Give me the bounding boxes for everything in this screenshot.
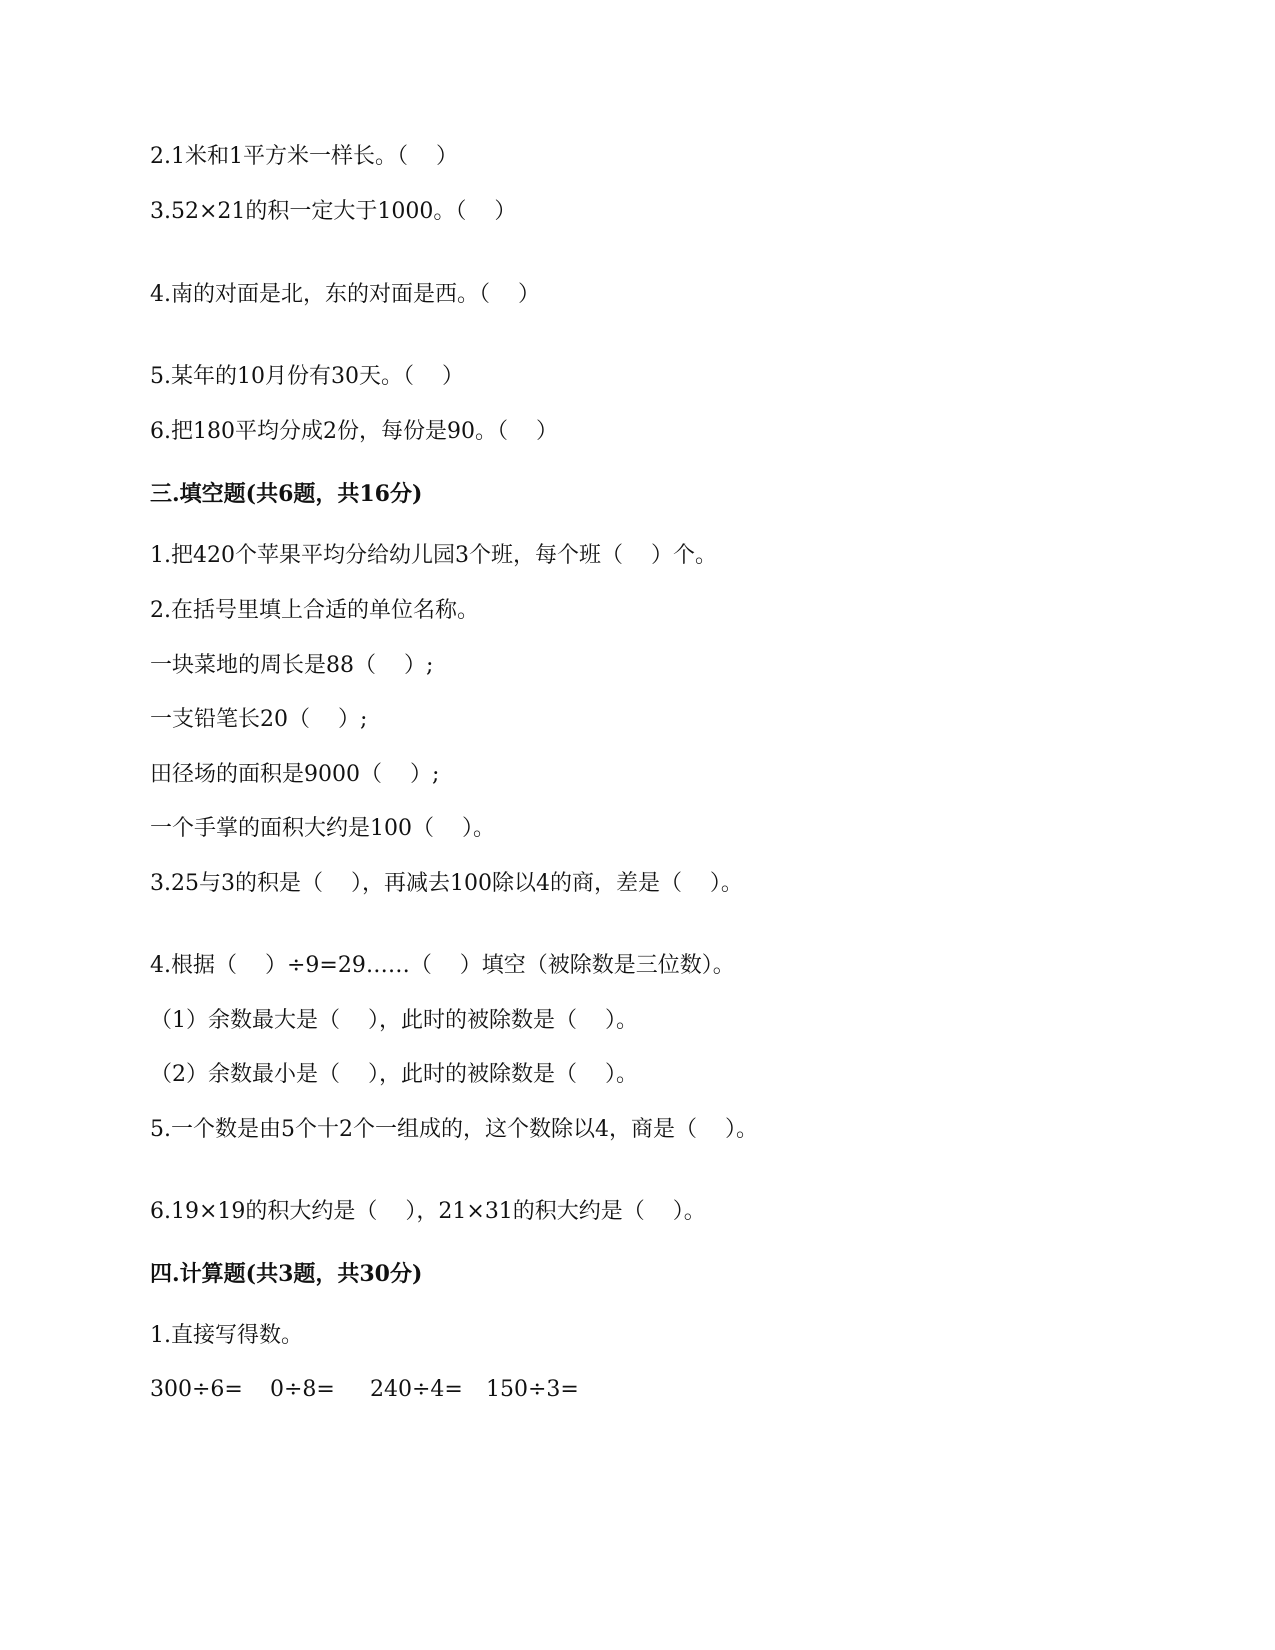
fill-question-4-part-1: （1）余数最大是（ ），此时的被除数是（ ）。: [150, 1008, 638, 1033]
fill-question-4: 4.根据（ ）÷9=29……（ ）填空（被除数是三位数）。: [150, 953, 735, 978]
fill-question-2-item-1: 一块菜地的周长是88（ ）;: [150, 653, 434, 678]
judgment-question-3: 3.52×21的积一定大于1000。（ ）: [150, 199, 517, 224]
judgment-question-6: 6.把180平均分成2份，每份是90。（ ）: [150, 419, 558, 444]
fill-question-5: 5.一个数是由5个十2个一组成的，这个数除以4，商是（ ）。: [150, 1117, 758, 1142]
fill-question-2: 2.在括号里填上合适的单位名称。: [150, 598, 479, 623]
fill-question-2-item-4: 一个手掌的面积大约是100（ ）。: [150, 816, 495, 841]
fill-question-2-item-3: 田径场的面积是9000（ ）;: [150, 762, 440, 787]
calc-item-3: 240÷4=: [370, 1377, 463, 1402]
calc-question-1: 1.直接写得数。: [150, 1323, 303, 1348]
section-4-heading: 四.计算题(共3题，共30分): [150, 1261, 423, 1287]
judgment-question-5: 5.某年的10月份有30天。（ ）: [150, 364, 464, 389]
calc-item-2: 0÷8=: [270, 1377, 335, 1402]
judgment-question-2: 2.1米和1平方米一样长。（ ）: [150, 144, 458, 169]
judgment-question-4: 4.南的对面是北，东的对面是西。（ ）: [150, 282, 540, 307]
calc-item-1: 300÷6=: [150, 1377, 243, 1402]
fill-question-4-part-2: （2）余数最小是（ ），此时的被除数是（ ）。: [150, 1062, 638, 1087]
calc-item-4: 150÷3=: [486, 1377, 579, 1402]
section-3-heading: 三.填空题(共6题，共16分): [150, 481, 423, 507]
fill-question-3: 3.25与3的积是（ ），再减去100除以4的商，差是（ ）。: [150, 871, 743, 896]
fill-question-2-item-2: 一支铅笔长20（ ）;: [150, 707, 368, 732]
fill-question-6: 6.19×19的积大约是（ ），21×31的积大约是（ ）。: [150, 1199, 706, 1224]
fill-question-1: 1.把420个苹果平均分给幼儿园3个班，每个班（ ）个。: [150, 543, 717, 568]
